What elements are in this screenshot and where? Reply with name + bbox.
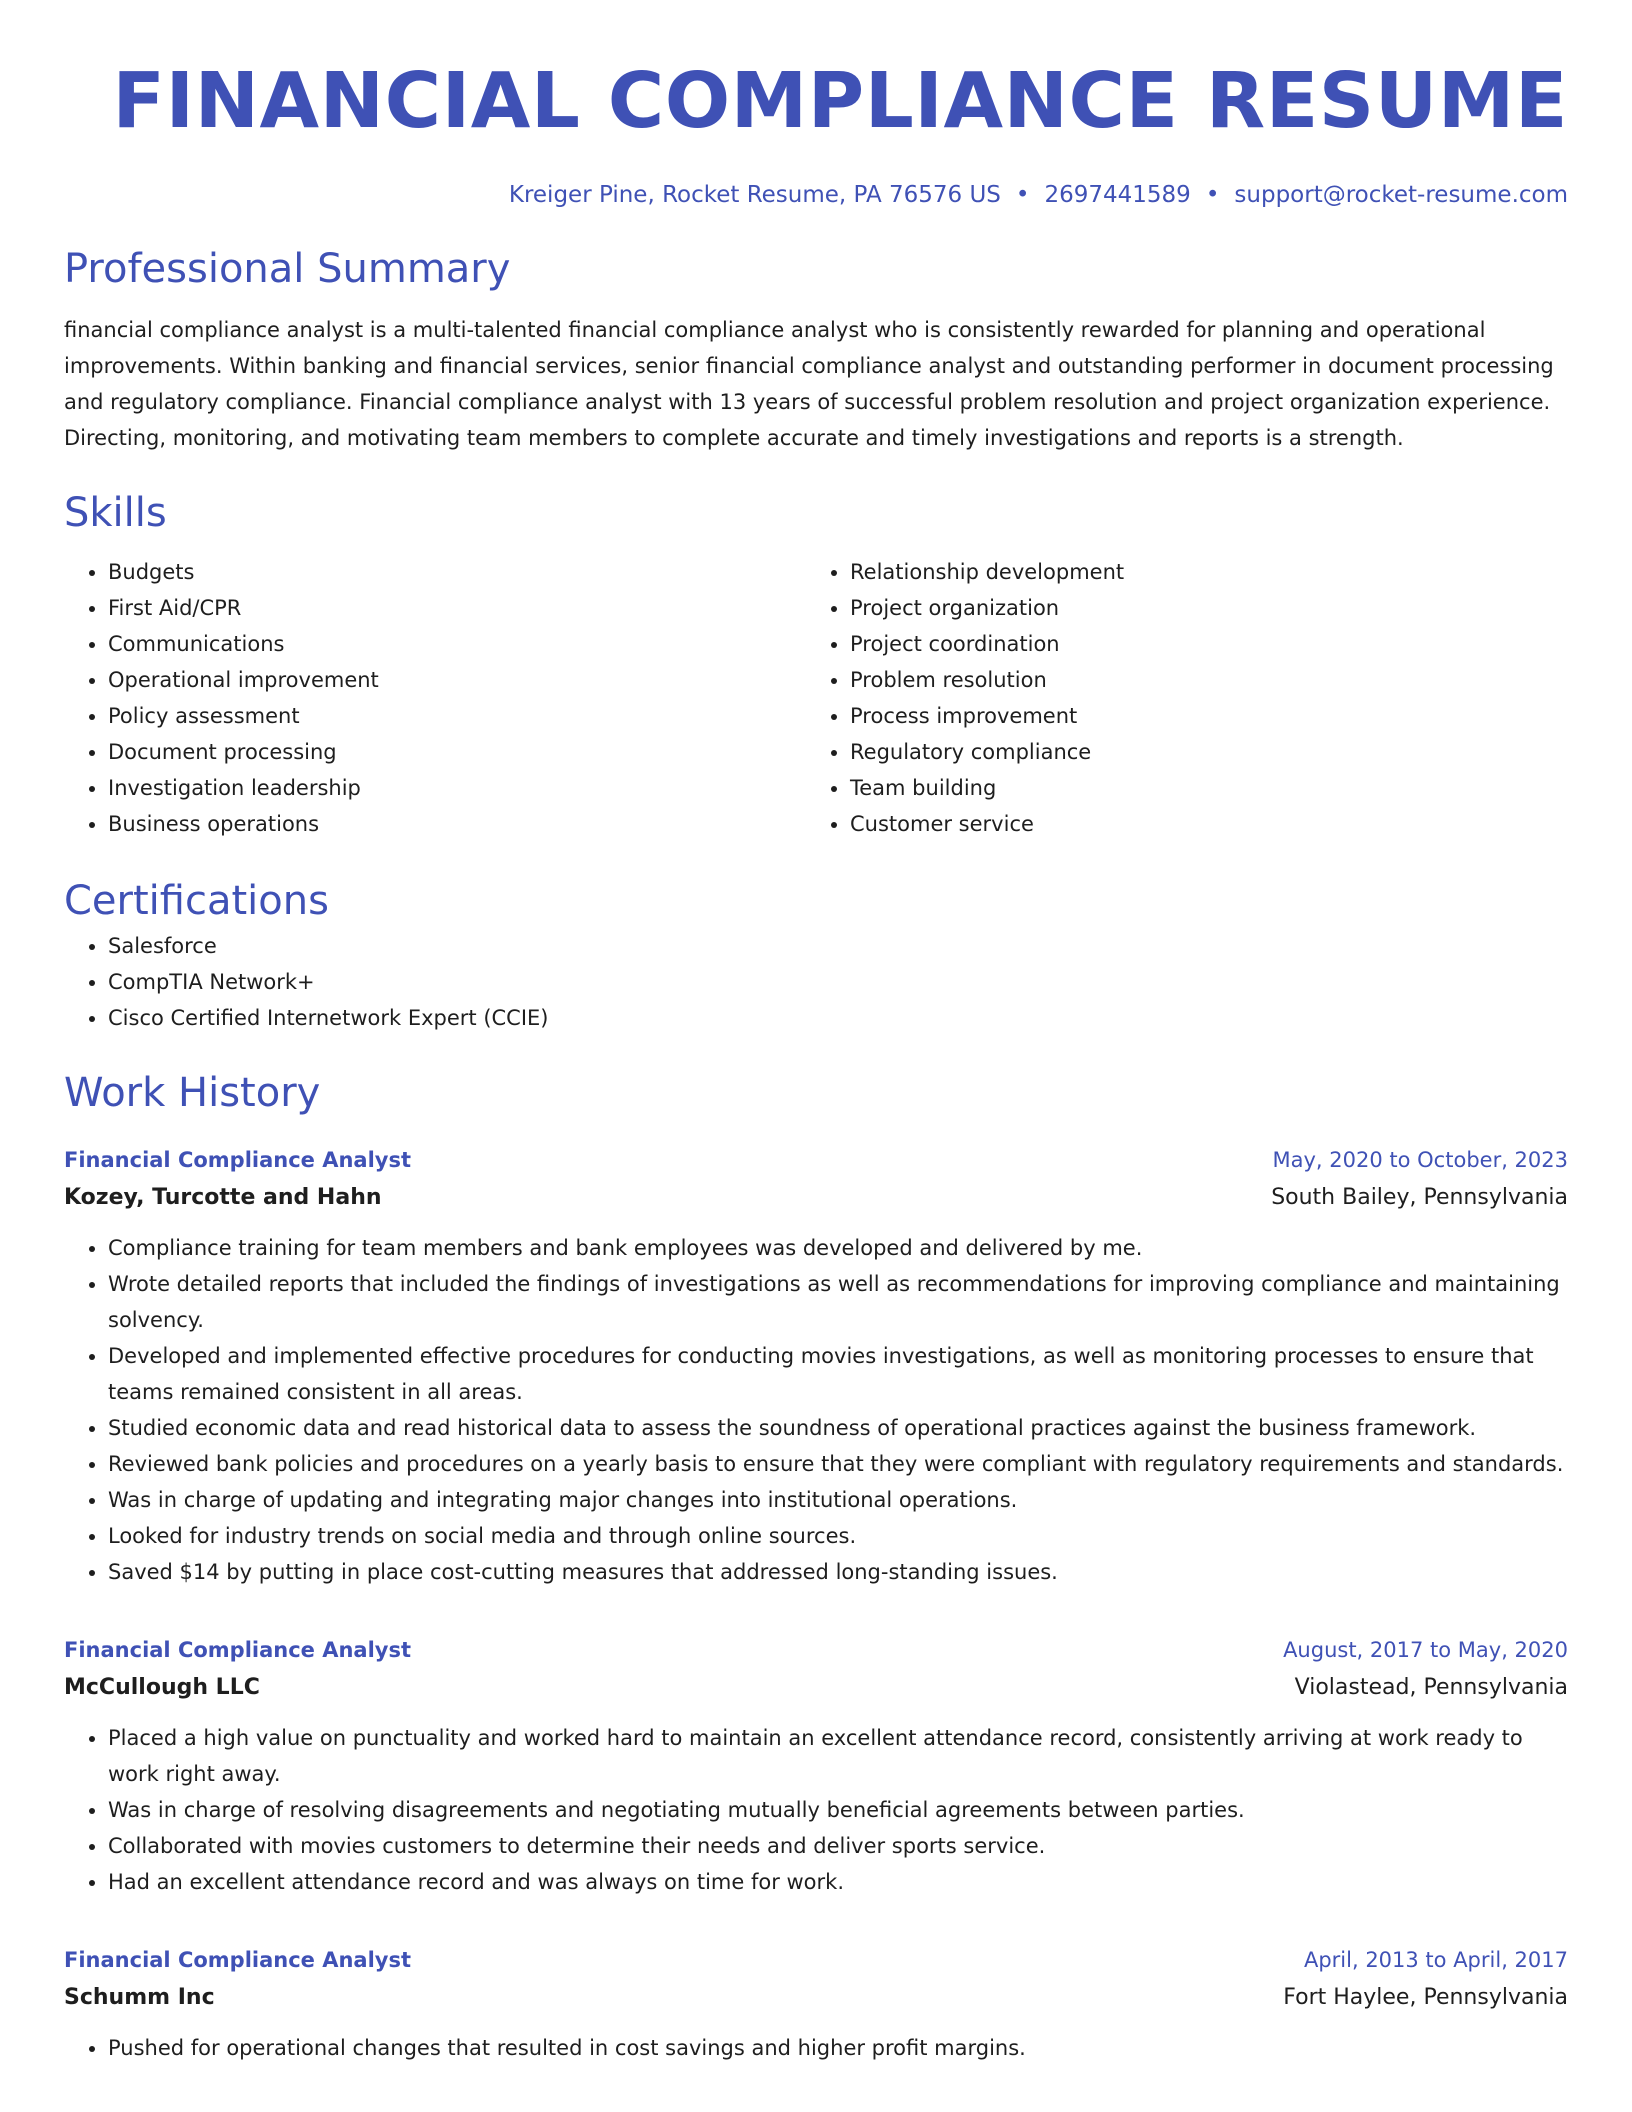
skill-item: • First Aid/CPR bbox=[108, 590, 806, 626]
job-location: Violastead, Pennsylvania bbox=[1294, 1675, 1568, 1700]
job-title: Financial Compliance Analyst bbox=[64, 1948, 412, 1972]
summary-heading: Professional Summary bbox=[64, 246, 511, 292]
skill-item: • Policy assessment bbox=[108, 698, 806, 734]
skill-item: • Relationship development bbox=[850, 554, 1568, 590]
skills-list-right bbox=[806, 554, 1568, 842]
job-company: McCullough LLC bbox=[64, 1675, 260, 1700]
skills-heading: Skills bbox=[64, 490, 167, 536]
job-bullet: • Was in charge of updating and integrating major changes into institutional operations. bbox=[108, 1482, 1568, 1518]
work-history-heading: Work History bbox=[64, 1070, 321, 1116]
job-entry bbox=[64, 1942, 1568, 2066]
contact-line bbox=[64, 178, 1568, 212]
job-bullets bbox=[64, 2030, 1568, 2066]
job-bullet: • Studied economic data and read historical data to assess the soundness of operational practices against the business framework. bbox=[108, 1410, 1568, 1446]
skill-item: • Process improvement bbox=[850, 698, 1568, 734]
job-header-row bbox=[64, 1942, 1568, 1978]
job-bullet: • Compliance training for team members and bank employees was developed and delivered by me. bbox=[108, 1230, 1568, 1266]
job-bullets bbox=[64, 1230, 1568, 1590]
job-bullet: • Developed and implemented effective procedures for conducting movies investigations, as well as monitoring processes to ensure that teams remained consistent in all areas. bbox=[108, 1338, 1568, 1410]
contact-email[interactable]: support@rocket-resume.com bbox=[1234, 182, 1568, 208]
skills-list-left bbox=[64, 554, 806, 842]
summary-text: financial compliance analyst is a multi-talented financial compliance analyst who is consistently rewarded for planning and operational improvements. Within banking and financial services, senior financial compliance analyst and outstanding performer in document processing and regulatory compliance. Financial compliance analyst with 13 years of successful problem resolution and project organization experience. Directing, monitoring, and motivating team members to complete accurate and timely investigations and reports is a strength. bbox=[64, 318, 1554, 450]
certification-item: • CompTIA Network+ bbox=[108, 964, 1568, 1000]
job-bullet: • Was in charge of resolving disagreements and negotiating mutually beneficial agreements between parties. bbox=[108, 1792, 1568, 1828]
job-entry bbox=[64, 1632, 1568, 1900]
job-location: South Bailey, Pennsylvania bbox=[1271, 1185, 1568, 1210]
job-bullet: • Reviewed bank policies and procedures on a yearly basis to ensure that they were compliant with regulatory requirements and standards. bbox=[108, 1446, 1568, 1482]
skill-item: • Project organization bbox=[850, 590, 1568, 626]
job-bullet: • Had an excellent attendance record and was always on time for work. bbox=[108, 1864, 1568, 1900]
certifications-list bbox=[64, 928, 1568, 1036]
certification-item: • Salesforce bbox=[108, 928, 1568, 964]
job-bullet: • Pushed for operational changes that resulted in cost savings and higher profit margins. bbox=[108, 2030, 1568, 2066]
certifications-heading: Certifications bbox=[64, 878, 329, 924]
job-header-row bbox=[64, 1632, 1568, 1668]
job-dates: August, 2017 to May, 2020 bbox=[1283, 1638, 1568, 1662]
contact-phone[interactable]: 2697441589 bbox=[1044, 182, 1191, 208]
job-bullet: • Placed a high value on punctuality and worked hard to maintain an excellent attendance record, consistently arriving at work ready to work right away. bbox=[108, 1720, 1568, 1792]
contact-separator: • bbox=[1205, 182, 1220, 208]
job-dates: April, 2013 to April, 2017 bbox=[1303, 1948, 1568, 1972]
job-company: Schumm Inc bbox=[64, 1985, 215, 2010]
skill-item: • Problem resolution bbox=[850, 662, 1568, 698]
job-title: Financial Compliance Analyst bbox=[64, 1638, 412, 1662]
job-company-row bbox=[64, 1978, 1568, 2018]
skill-item: • Project coordination bbox=[850, 626, 1568, 662]
job-entry bbox=[64, 1142, 1568, 1590]
job-location: Fort Haylee, Pennsylvania bbox=[1283, 1985, 1568, 2010]
certification-item: • Cisco Certified Internetwork Expert (CCIE) bbox=[108, 1000, 1568, 1036]
skill-item: • Customer service bbox=[850, 806, 1568, 842]
job-dates: May, 2020 to October, 2023 bbox=[1272, 1148, 1568, 1172]
job-title: Financial Compliance Analyst bbox=[64, 1148, 412, 1172]
job-bullets bbox=[64, 1720, 1568, 1900]
job-bullet: • Collaborated with movies customers to determine their needs and deliver sports service. bbox=[108, 1828, 1568, 1864]
skill-item: • Regulatory compliance bbox=[850, 734, 1568, 770]
skill-item: • Document processing bbox=[108, 734, 806, 770]
contact-address: Kreiger Pine, Rocket Resume, PA 76576 US bbox=[508, 182, 1001, 208]
skill-item: • Budgets bbox=[108, 554, 806, 590]
contact-separator: • bbox=[1015, 182, 1030, 208]
skill-item: • Business operations bbox=[108, 806, 806, 842]
job-company: Kozey, Turcotte and Hahn bbox=[64, 1185, 382, 1210]
skill-item: • Team building bbox=[850, 770, 1568, 806]
skill-item: • Investigation leadership bbox=[108, 770, 806, 806]
job-header-row bbox=[64, 1142, 1568, 1178]
skill-item: • Communications bbox=[108, 626, 806, 662]
skill-item: • Operational improvement bbox=[108, 662, 806, 698]
skills-grid bbox=[64, 554, 1568, 842]
job-bullet: • Saved $14 by putting in place cost-cutting measures that addressed long-standing issues. bbox=[108, 1554, 1568, 1590]
job-company-row bbox=[64, 1668, 1568, 1708]
job-bullet: • Looked for industry trends on social media and through online sources. bbox=[108, 1518, 1568, 1554]
job-company-row bbox=[64, 1178, 1568, 1218]
resume-title: FINANCIAL COMPLIANCE RESUME bbox=[112, 57, 1568, 146]
job-bullet: • Wrote detailed reports that included the findings of investigations as well as recommendations for improving compliance and maintaining solvency. bbox=[108, 1266, 1568, 1338]
